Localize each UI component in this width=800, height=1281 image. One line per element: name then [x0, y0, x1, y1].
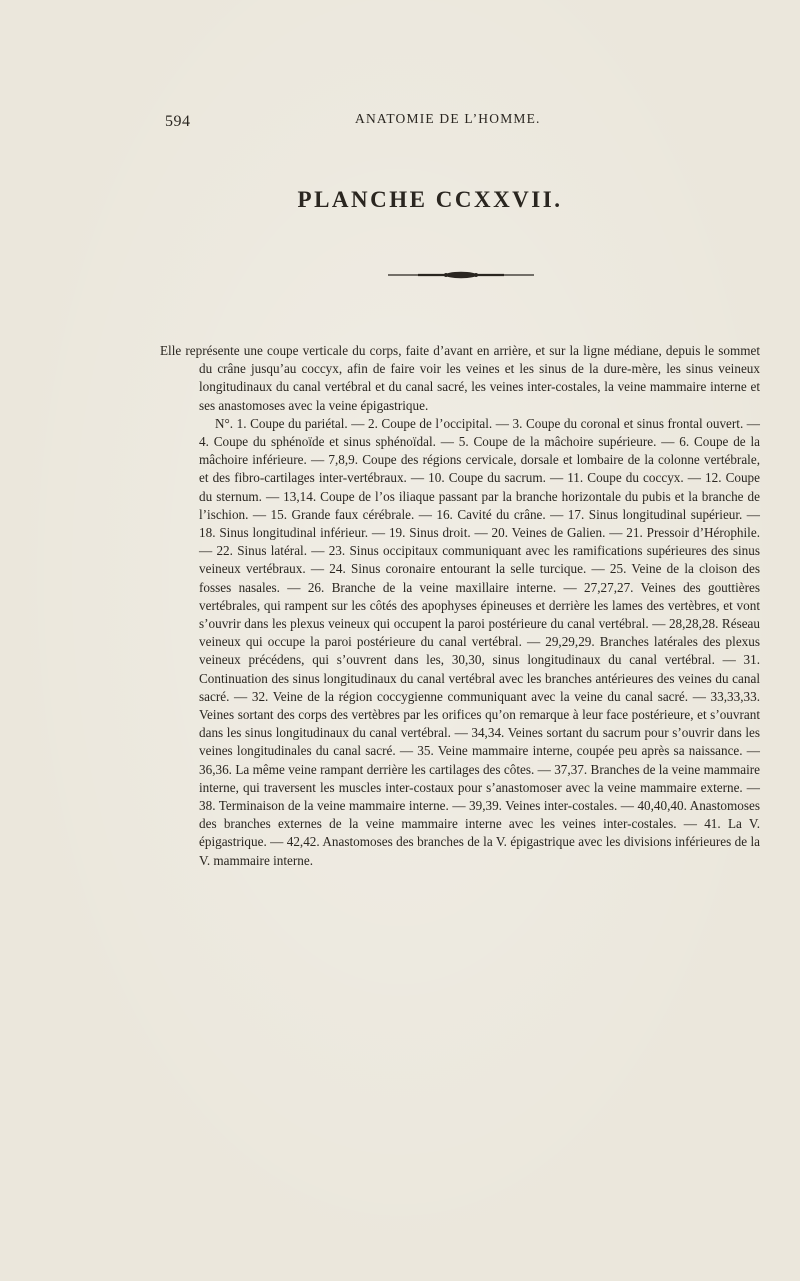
ornament-rule-icon — [388, 270, 534, 280]
plate-title: PLANCHE CCXXVII. — [297, 187, 563, 212]
legend-paragraph: N°. 1. Coupe du pariétal. — 2. Coupe de l’occipital. — 3. Coupe du coronal et sinus frontal ouvert. — 4. Coupe du sphénoïde et sinus sphénoïdal. — 5. Coupe de la mâchoire supérieure. — 6. Coupe de la mâchoire inférieure. — 7,8,9. Coupe des régions cervicale, dorsale et lombaire de la colonne vertébrale, et des fibro-cartilages inter-vertébraux. — 10. Coupe du sacrum. — 11. Coupe du coccyx. — 12. Coupe du sternum. — 13,14. Coupe de l’os iliaque passant par la branche horizontale du pubis et la branche de l’ischion. — 15. Grande faux cérébrale. — 16. Cavité du crâne. — 17. Sinus longitudinal supérieur. — 18. Sinus longitudinal inférieur. — 19. Sinus droit. — 20. Veines de Galien. — 21. Pressoir d’Hérophile. — 22. Sinus latéral. — 23. Sinus occipitaux communiquant avec les ramifications supérieures des sinus veineux vertébraux. — 24. Sinus coronaire entourant la selle turcique. — 25. Veine de la cloison des fosses nasales. — 26. Branche de la veine maxillaire interne. — 27,27,27. Veines des gouttières vertébrales, qui rampent sur les côtés des apophyses épineuses et derrière les lames des vertèbres, et vont s’ouvrir dans les plexus veineux qui occupent la paroi postérieure du canal vertébral. — 28,28,28. Réseau veineux qui occupe la paroi postérieure du canal vertébral. — 29,29,29. Branches latérales des plexus veineux précédens, qui s’ouvrent dans les, 30,30, sinus longitudinaux du canal vertébral. — 31. Continuation des sinus longitudinaux du canal vertébral avec les branches antérieures des veines du canal sacré. — 32. Veine de la région coccygienne communiquant avec la veine du canal sacré. — 33,33,33. Veines sortant des corps des vertèbres par les orifices qu’on remarque à leur face postérieure, et s’ouvrant dans les sinus longitudinaux du canal vertébral. — 34,34. Veines sortant du sacrum pour s’ouvrir dans les veines longitudinales du canal sacré. — 35. Veine mammaire interne, coupée peu après sa naissance. — 36,36. La même veine rampant derrière les cartilages des côtes. — 37,37. Branches de la veine mammaire interne, qui traversent les muscles inter-costaux pour s’anastomoser avec la veine mammaire externe. — 38. Terminaison de la veine mammaire interne. — 39,39. Veines inter-costales. — 40,40,40. Anastomoses des branches externes de la veine mammaire interne avec les veines inter-costales. — 41. La V. épigastrique. — 42,42. Anastomoses des branches de la V. épigastrique avec les divisions inférieures de la V. mammaire interne. — [199, 415, 760, 868]
intro-paragraph: Elle représente une coupe verticale du corps, faite d’avant en arrière, et sur la ligne médiane, depuis le sommet du crâne jusqu’au coccyx, afin de faire voir les veines et les sinus de la dure-mère, les sinus veineux longitudinaux du canal vertébral et du canal sacré, les veines inter-costales, la veine mammaire interne et ses anastomoses avec la veine épigastrique. — [160, 343, 760, 413]
running-head: ANATOMIE DE L’HOMME. — [355, 111, 541, 126]
page-number: 594 — [165, 113, 191, 130]
plate-description — [160, 342, 760, 870]
